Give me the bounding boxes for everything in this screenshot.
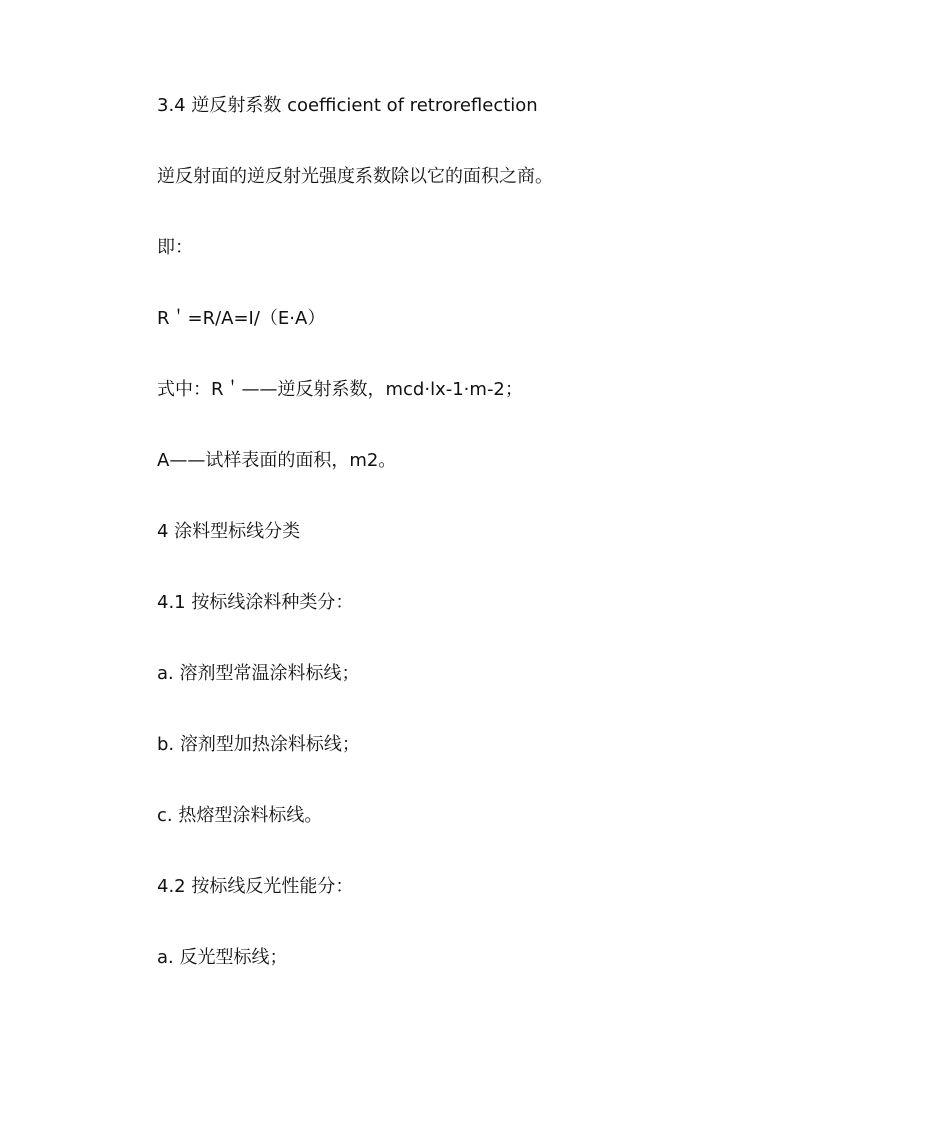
subsection-heading-4-2: 4.2 按标线反光性能分： bbox=[157, 876, 354, 897]
formula-intro: 即： bbox=[157, 237, 193, 258]
definition-text: 逆反射面的逆反射光强度系数除以它的面积之商。 bbox=[157, 166, 553, 187]
subsection-heading-4-1: 4.1 按标线涂料种类分： bbox=[157, 592, 354, 613]
list-item-a: a. 溶剂型常温涂料标线； bbox=[157, 663, 360, 684]
formula-variable-r: 式中：R＇——逆反射系数，mcd·lx-1·m-2； bbox=[157, 379, 523, 400]
list-item-b: b. 溶剂型加热涂料标线； bbox=[157, 734, 360, 755]
formula-variable-a: A——试样表面的面积，m2。 bbox=[157, 450, 397, 471]
section-heading-4: 4 涂料型标线分类 bbox=[157, 521, 301, 542]
formula: R＇=R/A=I/（E·A） bbox=[157, 308, 326, 329]
section-heading-3-4: 3.4 逆反射系数 coefficient of retroreflection bbox=[157, 95, 538, 116]
list-item-c: c. 热熔型涂料标线。 bbox=[157, 805, 323, 826]
list-item-a-reflective: a. 反光型标线； bbox=[157, 947, 288, 968]
